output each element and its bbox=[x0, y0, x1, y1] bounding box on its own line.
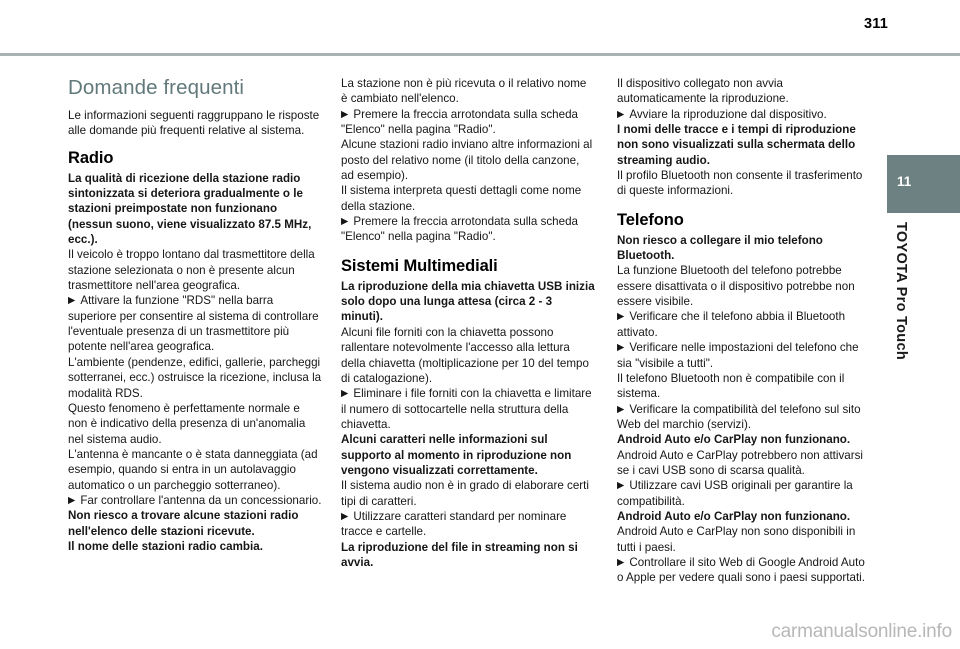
answer-paragraph: L'antenna è mancante o è stata danneggiata (ad esempio, quando si entra in un autolavaggio automatico o un parcheggio sotterraneo). bbox=[68, 447, 318, 492]
arrow-right-icon: ▶ bbox=[617, 342, 625, 354]
answer-paragraph: La stazione non è più ricevuta o il relativo nome è cambiato nell'elenco. bbox=[341, 77, 587, 106]
heading-radio: Radio bbox=[68, 148, 114, 167]
arrow-right-icon: ▶ bbox=[617, 556, 625, 568]
chapter-tab-number: 11 bbox=[897, 174, 912, 189]
question-heading: La qualità di ricezione della stazione radio sintonizzata si deteriora gradualmente o le stazioni preimpostate non funzionano (nessun suono, viene visualizzato 87.5 MHz, ecc.). bbox=[68, 171, 312, 247]
header-divider bbox=[0, 53, 960, 56]
action-item: ▶ Utilizzare cavi USB originali per garantire la compatibilità. bbox=[617, 479, 853, 508]
column-3-blocks-bottom bbox=[617, 233, 871, 586]
heading-multimedia: Sistemi Multimediali bbox=[341, 256, 498, 275]
watermark: carmanualsonline.info bbox=[771, 621, 952, 642]
arrow-right-icon: ▶ bbox=[617, 480, 625, 492]
question-heading: I nomi delle tracce e i tempi di riproduzione non sono visualizzati sulla schermata dello streaming audio. bbox=[617, 123, 856, 167]
question-heading: Non riesco a trovare alcune stazioni radio nell'elenco delle stazioni ricevute. bbox=[68, 509, 299, 538]
intro-paragraph: Le informazioni seguenti raggruppano le risposte alle domande più frequenti relative al sistema. bbox=[68, 109, 320, 138]
action-item: ▶ Far controllare l'antenna da un concessionario. bbox=[68, 493, 322, 507]
chapter-title-vertical: TOYOTA Pro Touch bbox=[893, 222, 909, 360]
arrow-right-icon: ▶ bbox=[341, 510, 349, 522]
column-3 bbox=[617, 76, 871, 586]
answer-paragraph: Android Auto e CarPlay non sono disponibili in tutti i paesi. bbox=[617, 525, 856, 554]
column-3-blocks-top bbox=[617, 76, 871, 199]
answer-paragraph: Questo fenomeno è perfettamente normale e non è indicativo della presenza di un'anomalia nel sistema audio. bbox=[68, 401, 306, 446]
column-1 bbox=[68, 76, 322, 554]
question-heading: Non riesco a collegare il mio telefono Bluetooth. bbox=[617, 233, 823, 263]
action-item: ▶ Premere la freccia arrotondata sulla scheda "Elenco" nella pagina "Radio". bbox=[341, 107, 579, 137]
action-item: ▶ Avviare la riproduzione dal dispositivo. bbox=[617, 107, 827, 121]
answer-paragraph: Alcuni file forniti con la chiavetta possono rallentare notevolmente l'accesso alla lettura della chiavetta (moltiplicazione per 10 del tempo di catalogazione). bbox=[341, 325, 589, 385]
arrow-right-icon: ▶ bbox=[68, 494, 76, 506]
arrow-right-icon: ▶ bbox=[341, 388, 349, 400]
heading-phone: Telefono bbox=[617, 210, 684, 229]
content-columns bbox=[0, 76, 960, 616]
arrow-right-icon: ▶ bbox=[617, 403, 625, 415]
question-heading: La riproduzione del file in streaming non si avvia. bbox=[341, 540, 578, 569]
page-number: 311 bbox=[864, 16, 888, 32]
action-item: ▶ Verificare la compatibilità del telefono sul sito Web del marchio (servizi). bbox=[617, 402, 861, 431]
question-heading: Android Auto e/o CarPlay non funzionano. bbox=[617, 509, 851, 523]
answer-paragraph: L'ambiente (pendenze, edifici, gallerie, parcheggi sotterranei, ecc.) ostruisce la ricezione, inclusa la modalità RDS. bbox=[68, 355, 322, 400]
answer-paragraph: Il sistema audio non è in grado di elaborare certi tipi di caratteri. bbox=[341, 479, 589, 508]
arrow-right-icon: ▶ bbox=[617, 311, 625, 323]
column-2-blocks-top bbox=[341, 76, 595, 245]
column-1-blocks bbox=[68, 171, 322, 555]
action-item: ▶ Premere la freccia arrotondata sulla scheda "Elenco" nella pagina "Radio". bbox=[341, 215, 579, 244]
answer-paragraph: Il dispositivo collegato non avvia automaticamente la riproduzione. bbox=[617, 77, 789, 106]
page-header bbox=[0, 0, 960, 56]
question-heading: Android Auto e/o CarPlay non funzionano. bbox=[617, 433, 851, 447]
answer-paragraph: Android Auto e CarPlay potrebbero non attivarsi se i cavi USB sono di scarsa qualità. bbox=[617, 448, 864, 477]
answer-paragraph: Il veicolo è troppo lontano dal trasmettitore della stazione selezionata o non è presente alcun trasmettitore nell'area geografica. bbox=[68, 248, 315, 293]
answer-paragraph: Il profilo Bluetooth non consente il trasferimento di queste informazioni. bbox=[617, 169, 863, 198]
question-heading: La riproduzione della mia chiavetta USB inizia solo dopo una lunga attesa (circa 2 - 3 minuti). bbox=[341, 279, 595, 324]
answer-paragraph: Alcune stazioni radio inviano altre informazioni al posto del relativo nome (il titolo della canzone, ad esempio). bbox=[341, 138, 593, 183]
column-2 bbox=[341, 76, 595, 570]
arrow-right-icon: ▶ bbox=[341, 216, 349, 228]
page-title: Domande frequenti bbox=[68, 76, 245, 99]
action-item: ▶ Attivare la funzione "RDS" nella barra superiore per consentire al sistema di controllare l'eventuale presenza di un trasmettitore più potente nell'area geografica. bbox=[68, 294, 319, 354]
arrow-right-icon: ▶ bbox=[617, 108, 625, 120]
answer-paragraph: Il telefono Bluetooth non è compatibile con il sistema. bbox=[617, 371, 845, 401]
answer-paragraph: Il sistema interpreta questi dettagli come nome della stazione. bbox=[341, 184, 582, 213]
action-item: ▶ Verificare nelle impostazioni del telefono che sia "visibile a tutti". bbox=[617, 341, 859, 370]
question-heading: Il nome delle stazioni radio cambia. bbox=[68, 539, 263, 553]
column-2-blocks-bottom bbox=[341, 279, 595, 571]
action-item: ▶ Utilizzare caratteri standard per nominare tracce e cartelle. bbox=[341, 509, 567, 539]
question-heading: Alcuni caratteri nelle informazioni sul supporto al momento in riproduzione non vengono visualizzati correttamente. bbox=[341, 433, 572, 477]
arrow-right-icon: ▶ bbox=[341, 108, 349, 120]
action-item: ▶ Verificare che il telefono abbia il Bluetooth attivato. bbox=[617, 310, 846, 339]
answer-paragraph: La funzione Bluetooth del telefono potrebbe essere disattivata o il dispositivo potrebbe non essere visibile. bbox=[617, 264, 855, 309]
arrow-right-icon: ▶ bbox=[68, 295, 76, 307]
action-item: ▶ Eliminare i file forniti con la chiavetta e limitare il numero di sottocartelle nella struttura della chiavetta. bbox=[341, 387, 592, 431]
action-item: ▶ Controllare il sito Web di Google Android Auto o Apple per vedere quali sono i paesi supportati. bbox=[617, 555, 865, 585]
